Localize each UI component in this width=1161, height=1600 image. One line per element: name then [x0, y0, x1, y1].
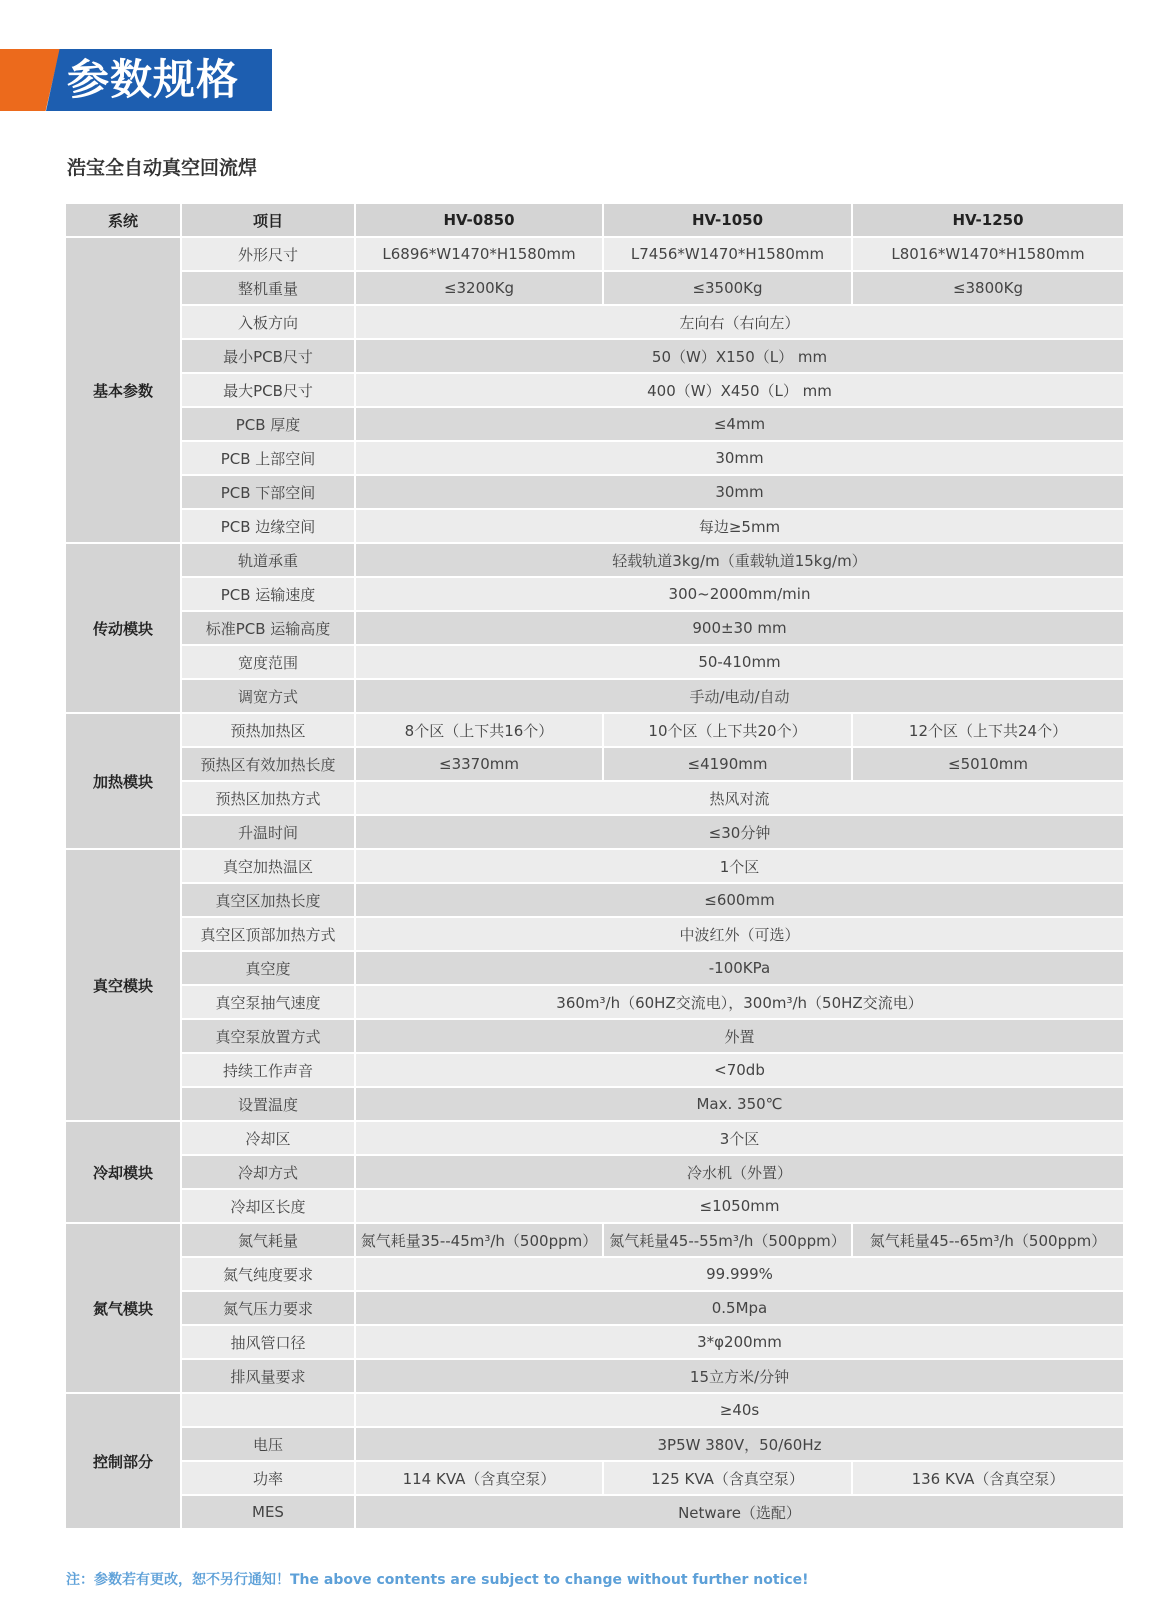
- table-row: [66, 1258, 1123, 1292]
- table-row: [66, 1360, 1123, 1394]
- spec-value-shared: 360m³/h（60HZ交流电），300m³/h（50HZ交流电）: [356, 986, 1123, 1020]
- spec-value-shared: 900±30 mm: [356, 612, 1123, 646]
- table-row: [66, 238, 1123, 272]
- table-row: [66, 1122, 1123, 1156]
- item-label: 预热区加热方式: [182, 782, 356, 816]
- table-row: [66, 850, 1123, 884]
- item-label: 标准PCB 运输高度: [182, 612, 356, 646]
- table-row: [66, 578, 1123, 612]
- item-label: 最小PCB尺寸: [182, 340, 356, 374]
- spec-value-shared: 左向右（右向左）: [356, 306, 1123, 340]
- spec-value-shared: Max. 350℃: [356, 1088, 1123, 1122]
- item-label: 入板方向: [182, 306, 356, 340]
- table-row: [66, 748, 1123, 782]
- item-label: 持续工作声音: [182, 1054, 356, 1088]
- table-row: [66, 782, 1123, 816]
- product-subtitle: 浩宝全自动真空回流焊: [67, 157, 258, 179]
- item-label: 真空泵抽气速度: [182, 986, 356, 1020]
- item-label: 氮气纯度要求: [182, 1258, 356, 1292]
- table-row: [66, 612, 1123, 646]
- table-row: [66, 442, 1123, 476]
- spec-value-shared: -100KPa: [356, 952, 1123, 986]
- header-model-hv1050: HV-1050: [604, 204, 853, 238]
- item-label: 真空泵放置方式: [182, 1020, 356, 1054]
- item-label: PCB 上部空间: [182, 442, 356, 476]
- header-model-hv1250: HV-1250: [853, 204, 1123, 238]
- table-row: [66, 680, 1123, 714]
- system-group-label: 控制部分: [66, 1394, 182, 1530]
- spec-value-shared: ≤1050mm: [356, 1190, 1123, 1224]
- table-row: [66, 544, 1123, 578]
- spec-table: [66, 204, 1123, 1530]
- system-group-label: 真空模块: [66, 850, 182, 1122]
- spec-value: 12个区（上下共24个）: [853, 714, 1123, 748]
- item-label: 冷却区长度: [182, 1190, 356, 1224]
- item-label: 冷却区: [182, 1122, 356, 1156]
- spec-value-shared: 400（W）X450（L） mm: [356, 374, 1123, 408]
- spec-value: L8016*W1470*H1580mm: [853, 238, 1123, 272]
- table-row: [66, 272, 1123, 306]
- system-group-label: 基本参数: [66, 238, 182, 544]
- table-row: [66, 1496, 1123, 1530]
- table-row: [66, 476, 1123, 510]
- header-model-hv0850: HV-0850: [356, 204, 604, 238]
- spec-value-shared: 99.999%: [356, 1258, 1123, 1292]
- spec-value: 136 KVA（含真空泵）: [853, 1462, 1123, 1496]
- table-row: [66, 306, 1123, 340]
- item-label: 功率: [182, 1462, 356, 1496]
- spec-value: ≤5010mm: [853, 748, 1123, 782]
- table-row: [66, 1156, 1123, 1190]
- spec-value: ≤3370mm: [356, 748, 604, 782]
- disclaimer-note: 注：参数若有更改，恕不另行通知！The above contents are subject to change without further notice!: [66, 1572, 809, 1588]
- spec-value: 114 KVA（含真空泵）: [356, 1462, 604, 1496]
- header-item: 项目: [182, 204, 356, 238]
- table-header-row: [66, 204, 1123, 238]
- table-row: [66, 884, 1123, 918]
- table-row: [66, 1190, 1123, 1224]
- item-label: 预热加热区: [182, 714, 356, 748]
- spec-value-shared: 手动/电动/自动: [356, 680, 1123, 714]
- item-label: PCB 下部空间: [182, 476, 356, 510]
- item-label: 宽度范围: [182, 646, 356, 680]
- item-label: 排风量要求: [182, 1360, 356, 1394]
- table-row: [66, 1292, 1123, 1326]
- item-label: 调宽方式: [182, 680, 356, 714]
- spec-value: 氮气耗量45--55m³/h（500ppm）: [604, 1224, 853, 1258]
- system-group-label: 氮气模块: [66, 1224, 182, 1394]
- item-label: 真空加热温区: [182, 850, 356, 884]
- item-label: 真空区顶部加热方式: [182, 918, 356, 952]
- item-label: 氮气耗量: [182, 1224, 356, 1258]
- spec-value-shared: 0.5Mpa: [356, 1292, 1123, 1326]
- item-label: 预热区有效加热长度: [182, 748, 356, 782]
- item-label: 电压: [182, 1428, 356, 1462]
- spec-value-shared: 15立方米/分钟: [356, 1360, 1123, 1394]
- table-row: [66, 816, 1123, 850]
- spec-value: ≤3500Kg: [604, 272, 853, 306]
- table-row: [66, 1054, 1123, 1088]
- spec-value: 氮气耗量35--45m³/h（500ppm）: [356, 1224, 604, 1258]
- table-row: [66, 986, 1123, 1020]
- item-label: 最大PCB尺寸: [182, 374, 356, 408]
- page-title: 参数规格: [67, 55, 240, 104]
- spec-value: L7456*W1470*H1580mm: [604, 238, 853, 272]
- spec-table-body: [66, 238, 1123, 1530]
- spec-value-shared: 热风对流: [356, 782, 1123, 816]
- spec-value-shared: 50（W）X150（L） mm: [356, 340, 1123, 374]
- table-row: [66, 408, 1123, 442]
- table-row: [66, 374, 1123, 408]
- table-row: [66, 1088, 1123, 1122]
- item-label: 真空度: [182, 952, 356, 986]
- table-row: [66, 510, 1123, 544]
- spec-value-shared: 3P5W 380V，50/60Hz: [356, 1428, 1123, 1462]
- spec-value-shared: 3个区: [356, 1122, 1123, 1156]
- item-label: MES: [182, 1496, 356, 1530]
- table-row: [66, 1224, 1123, 1258]
- spec-value-shared: ≥40s: [356, 1394, 1123, 1428]
- system-group-label: 冷却模块: [66, 1122, 182, 1224]
- spec-value-shared: 30mm: [356, 442, 1123, 476]
- table-row: [66, 1326, 1123, 1360]
- spec-value: 8个区（上下共16个）: [356, 714, 604, 748]
- table-row: [66, 1020, 1123, 1054]
- system-group-label: 传动模块: [66, 544, 182, 714]
- table-row: [66, 952, 1123, 986]
- table-row: [66, 646, 1123, 680]
- spec-value-shared: ≤4mm: [356, 408, 1123, 442]
- system-group-label: 加热模块: [66, 714, 182, 850]
- spec-value-shared: ≤30分钟: [356, 816, 1123, 850]
- spec-value-shared: 50-410mm: [356, 646, 1123, 680]
- item-label: 设置温度: [182, 1088, 356, 1122]
- item-label: 整机重量: [182, 272, 356, 306]
- spec-value-shared: Netware（选配）: [356, 1496, 1123, 1530]
- spec-value: 125 KVA（含真空泵）: [604, 1462, 853, 1496]
- spec-value: 氮气耗量45--65m³/h（500ppm）: [853, 1224, 1123, 1258]
- spec-value-shared: <70db: [356, 1054, 1123, 1088]
- item-label: PCB 运输速度: [182, 578, 356, 612]
- item-label: 外形尺寸: [182, 238, 356, 272]
- spec-value-shared: 30mm: [356, 476, 1123, 510]
- table-row: [66, 1394, 1123, 1428]
- spec-value-shared: 外置: [356, 1020, 1123, 1054]
- spec-value-shared: 冷水机（外置）: [356, 1156, 1123, 1190]
- spec-value-shared: 1个区: [356, 850, 1123, 884]
- spec-value: ≤4190mm: [604, 748, 853, 782]
- table-row: [66, 1462, 1123, 1496]
- item-label: 抽风管口径: [182, 1326, 356, 1360]
- spec-value-shared: 轻载轨道3kg/m（重载轨道15kg/m）: [356, 544, 1123, 578]
- item-label: 氮气压力要求: [182, 1292, 356, 1326]
- spec-value: ≤3800Kg: [853, 272, 1123, 306]
- table-row: [66, 1428, 1123, 1462]
- item-label: [182, 1394, 356, 1428]
- table-row: [66, 714, 1123, 748]
- table-row: [66, 918, 1123, 952]
- spec-value-shared: 中波红外（可选）: [356, 918, 1123, 952]
- item-label: PCB 边缘空间: [182, 510, 356, 544]
- item-label: 轨道承重: [182, 544, 356, 578]
- spec-value: ≤3200Kg: [356, 272, 604, 306]
- item-label: 真空区加热长度: [182, 884, 356, 918]
- item-label: PCB 厚度: [182, 408, 356, 442]
- item-label: 升温时间: [182, 816, 356, 850]
- table-row: [66, 340, 1123, 374]
- spec-value-shared: 3*φ200mm: [356, 1326, 1123, 1360]
- spec-value-shared: 每边≥5mm: [356, 510, 1123, 544]
- spec-value-shared: ≤600mm: [356, 884, 1123, 918]
- spec-value-shared: 300~2000mm/min: [356, 578, 1123, 612]
- spec-value: 10个区（上下共20个）: [604, 714, 853, 748]
- spec-value: L6896*W1470*H1580mm: [356, 238, 604, 272]
- header-system: 系统: [66, 204, 182, 238]
- item-label: 冷却方式: [182, 1156, 356, 1190]
